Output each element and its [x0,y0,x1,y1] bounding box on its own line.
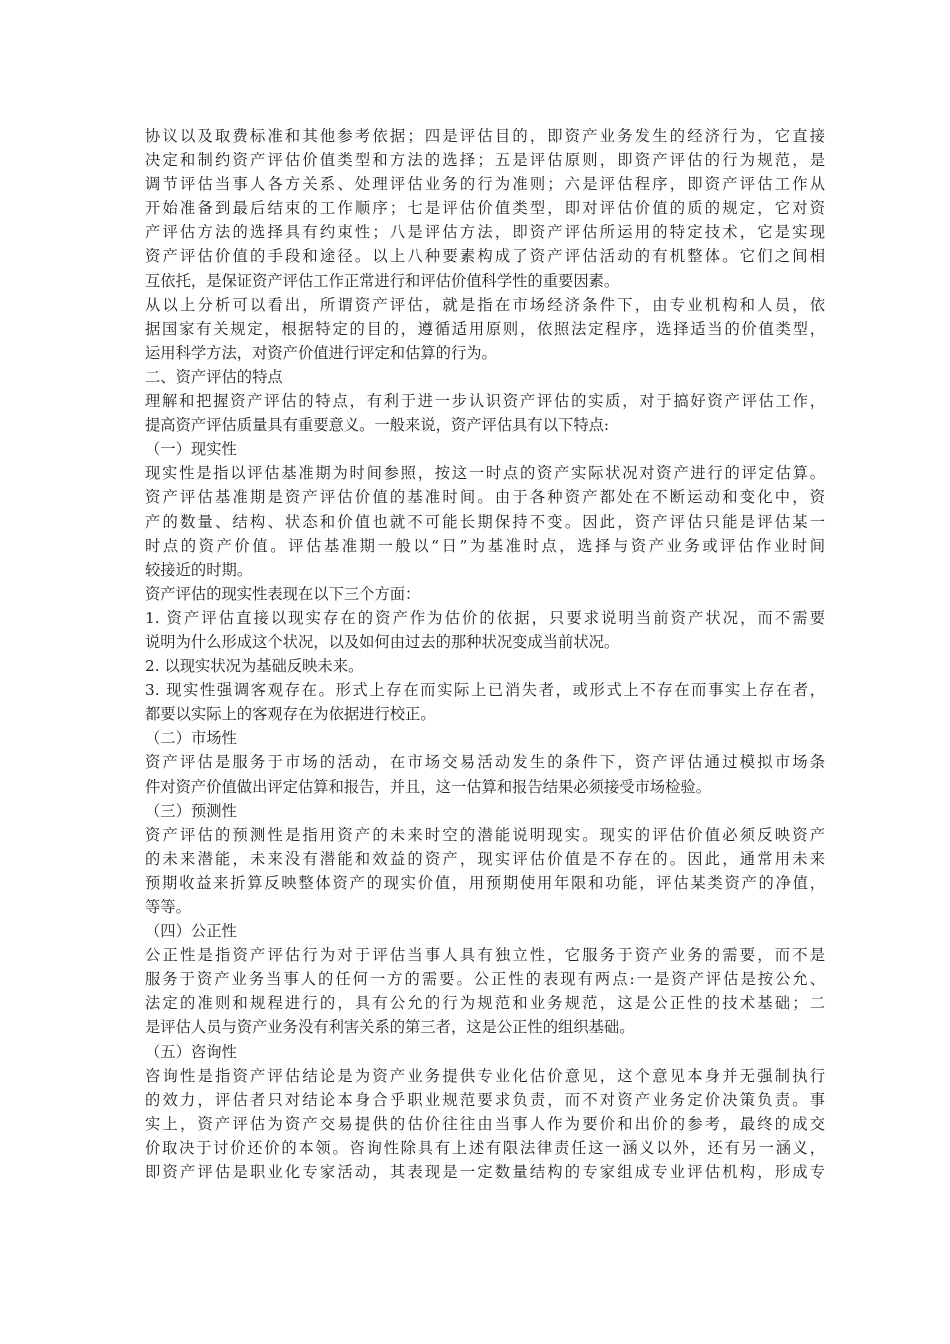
text-line: 价取决于讨价还价的本领。咨询性除具有上述有限法律责任这一涵义以外，还有另一涵义， [145,1138,825,1157]
text-line: 3. 现实性强调客观存在。形式上存在而实际上已消失者，或形式上不存在而事实上存在者， [145,681,825,700]
text-line: 都要以实际上的客观存在为依据进行校正。 [145,705,436,724]
text-line: （五）咨询性 [145,1042,237,1061]
text-line: 说明为什么形成这个状况，以及如何由过去的那种状况变成当前状况。 [145,632,620,651]
text-line: 开始准备到最后结束的工作顺序；七是评估价值类型，即对评估价值的质的规定，它对资 [145,199,825,218]
text-line: 预期收益来折算反映整体资产的现实价值，用预期使用年限和功能，评估某类资产的净值， [145,873,825,892]
text-line: 运用科学方法，对资产价值进行评定和估算的行为。 [145,343,497,362]
text-line: 现实性是指以评估基准期为时间参照，按这一时点的资产实际状况对资产进行的评定估算。 [145,464,825,483]
text-line: 调节评估当事人各方关系、处理评估业务的行为准则；六是评估程序，即资产评估工作从 [145,175,825,194]
text-line: 据国家有关规定，根据特定的目的，遵循适用原则，依照法定程序，选择适当的价值类型， [145,319,825,338]
text-line: 资产评估的预测性是指用资产的未来时空的潜能说明现实。现实的评估价值必须反映资产 [145,825,825,844]
text-line: 互依托，是保证资产评估工作正常进行和评估价值科学性的重要因素。 [145,271,620,290]
text-line: 资产评估的现实性表现在以下三个方面： [145,584,421,603]
text-line: （二）市场性 [145,729,237,748]
text-line: 产的数量、结构、状态和价值也就不可能长期保持不变。因此，资产评估只能是评估某一 [145,512,825,531]
text-line: 时点的资产价值。评估基准期一般以“日”为基准时点，选择与资产业务或评估作业时间 [145,536,825,555]
text-line: 的未来潜能，未来没有潜能和效益的资产，现实评估价值是不存在的。因此，通常用未来 [145,849,825,868]
text-line: 服务于资产业务当事人的任何一方的需要。公正性的表现有两点:一是资产评估是按公允、 [145,970,825,989]
text-line: 资产评估是服务于市场的活动，在市场交易活动发生的条件下，资产评估通过模拟市场条 [145,753,825,772]
text-line: 即资产评估是职业化专家活动，其表现是一定数量结构的专家组成专业评估机构，形成专 [145,1163,825,1182]
text-line: 较接近的时期。 [145,560,253,579]
text-line: （三）预测性 [145,801,237,820]
text-line: （四）公正性 [145,922,237,941]
text-line: 件对资产价值做出评定估算和报告，并且，这一估算和报告结果必须接受市场检验。 [145,777,711,796]
text-line: 公正性是指资产评估行为对于评估当事人具有独立性，它服务于资产业务的需要，而不是 [145,946,825,965]
document-body [145,124,825,1184]
text-line: 理解和把握资产评估的特点，有利于进一步认识资产评估的实质，对于搞好资产评估工作， [145,392,825,411]
text-line: 资产评估价值的手段和途径。以上八种要素构成了资产评估活动的有机整体。它们之间相 [145,247,825,266]
text-line: 资产评估基准期是资产评估价值的基准时间。由于各种资产都处在不断运动和变化中，资 [145,488,825,507]
text-line: 二、资产评估的特点 [145,367,283,386]
text-line: 的效力，评估者只对结论本身合乎职业规范要求负责，而不对资产业务定价决策负责。事 [145,1090,825,1109]
text-line: （一）现实性 [145,440,237,459]
text-line: 产评估方法的选择具有约束性；八是评估方法，即资产评估所运用的特定技术，它是实现 [145,223,825,242]
text-line: 从以上分析可以看出，所谓资产评估，就是指在市场经济条件下，由专业机构和人员，依 [145,295,825,314]
text-line: 协议以及取费标准和其他参考依据；四是评估目的，即资产业务发生的经济行为，它直接 [145,127,825,145]
text-line: 咨询性是指资产评估结论是为资产业务提供专业化估价意见，这个意见本身并无强制执行 [145,1066,825,1085]
text-line: 等等。 [145,898,191,916]
text-line: 提高资产评估质量具有重要意义。一般来说，资产评估具有以下特点: [145,416,610,435]
text-line: 1. 资产评估直接以现实存在的资产作为估价的依据，只要求说明当前资产状况，而不需要 [145,608,825,627]
text-line: 是评估人员与资产业务没有利害关系的第三者，这是公正性的组织基础。 [145,1018,635,1037]
text-line: 决定和制约资产评估价值类型和方法的选择；五是评估原则，即资产评估的行为规范，是 [145,151,825,170]
text-line: 2. 以现实状况为基础反映未来。 [145,657,364,676]
text-line: 实上，资产评估为资产交易提供的估价往往由当事人作为要价和出价的参考，最终的成交 [145,1114,825,1133]
text-line: 法定的准则和规程进行的，具有公允的行为规范和业务规范，这是公正性的技术基础；二 [145,994,825,1013]
